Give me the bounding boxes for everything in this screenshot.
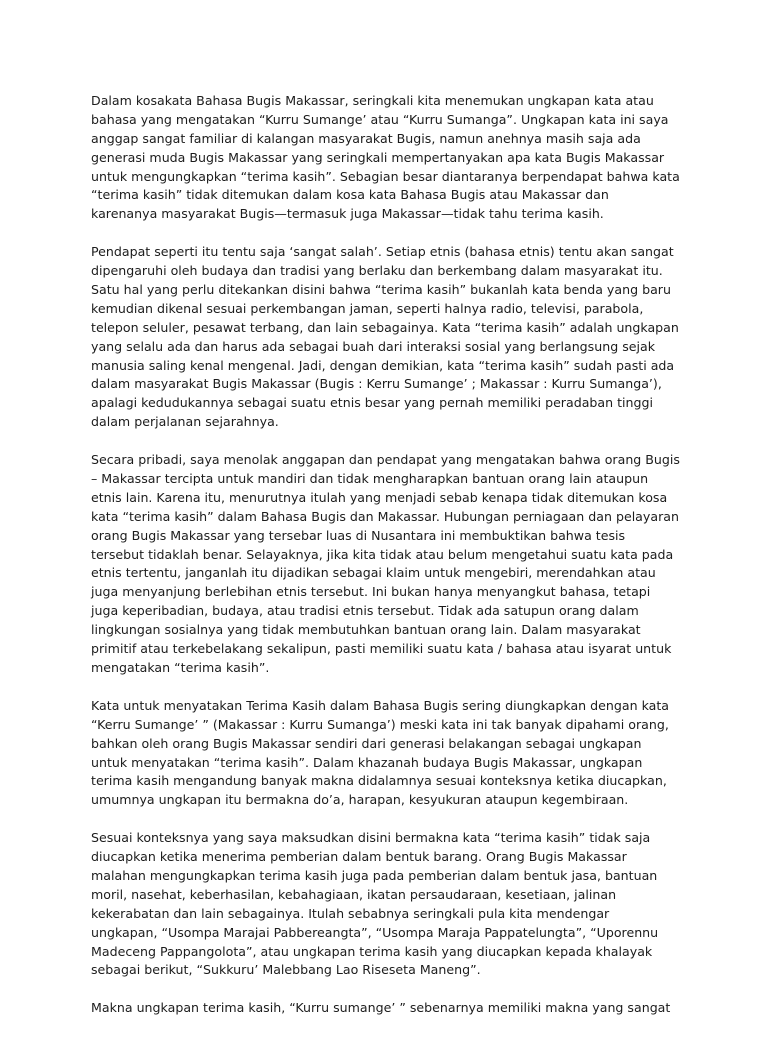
text-line: kemudian dikenal sesuai perkembangan jaman, seperti halnya radio, televisi, parabola, (91, 300, 644, 316)
text-line: primitif atau terkebelakang sekalipun, pasti memiliki suatu kata / bahasa atau isyarat untuk (91, 641, 672, 657)
paragraph-3 (91, 451, 691, 678)
text-line: lingkungan sosialnya yang tidak membutuhkan bantuan orang lain. Dalam masyarakat (91, 622, 641, 638)
text-line: Secara pribadi, saya menolak anggapan dan pendapat yang mengatakan bahwa orang Bugis (91, 452, 680, 468)
text-line: ungkapan, “Usompa Marajai Pabbereangta”, “Usompa Maraja Pappatelungta”, “Uporennu (91, 924, 659, 940)
text-line: Pendapat seperti itu tentu saja ‘sangat salah’. Setiap etnis (bahasa etnis) tentu akan sangat (91, 244, 674, 260)
text-line: apalagi kedudukannya sebagai suatu etnis besar yang pernah memiliki peradaban tinggi (91, 395, 654, 411)
text-line: Kata untuk menyatakan Terima Kasih dalam Bahasa Bugis sering diungkapkan dengan kata (91, 697, 670, 713)
text-line: manusia saling kenal mengenal. Jadi, dengan demikian, kata “terima kasih” sudah pasti ada (91, 357, 675, 373)
text-line: terima kasih mengandung banyak makna didalamnya sesuai konteksnya ketika diucapkan, (91, 773, 667, 789)
text-line: Makna ungkapan terima kasih, “Kurru sumange’ ” sebenarnya memiliki makna yang sangat (91, 1000, 671, 1016)
text-line: juga menyanjung berlebihan etnis tersebut. Ini bukan hanya menyangkut bahasa, tetapi (91, 584, 651, 600)
paragraph-6 (91, 999, 691, 1018)
text-line: kekerabatan dan lain sebagainya. Itulah sebabnya seringkali pula kita mendengar (91, 905, 610, 921)
paragraph-4 (91, 697, 691, 810)
text-line: dalam masyarakat Bugis Makassar (Bugis : Kerru Sumange’ ; Makassar : Kurru Sumanga’), (91, 376, 662, 392)
text-line: untuk mengungkapkan “terima kasih”. Sebagian besar diantaranya berpendapat bahwa kata (91, 168, 680, 184)
text-line: Satu hal yang perlu ditekankan disini bahwa “terima kasih” bukanlah kata benda yang baru (91, 282, 671, 298)
text-line: juga keperibadian, budaya, atau tradisi etnis tersebut. Tidak ada satupun orang dalam (91, 603, 639, 619)
text-line: moril, nasehat, keberhasilan, kebahagiaan, ikatan persaudaraan, kesetiaan, jalinan (91, 886, 617, 902)
text-line: malahan mengungkapkan terima kasih juga pada pemberian dalam bentuk jasa, bantuan (91, 867, 658, 883)
text-line: anggap sangat familiar di kalangan masyarakat Bugis, namun anehnya masih saja ada (91, 130, 641, 146)
text-line: “Kerru Sumange’ ” (Makassar : Kurru Sumanga’) meski kata ini tak banyak dipahami orang, (91, 716, 669, 732)
text-line: umumnya ungkapan itu bermakna do’a, harapan, kesyukuran ataupun kegembiraan. (91, 792, 629, 808)
text-line: generasi muda Bugis Makassar yang seringkali mempertanyakan apa kata Bugis Makassar (91, 149, 665, 165)
text-line: yang selalu ada dan harus ada sebagai buah dari interaksi sosial yang berlangsung sejak (91, 338, 656, 354)
text-line: dalam perjalanan sejarahnya. (91, 414, 279, 430)
text-line: kata “terima kasih” dalam Bahasa Bugis dan Makassar. Hubungan perniagaan dan pelayaran (91, 508, 679, 524)
text-line: diucapkan ketika menerima pemberian dalam bentuk barang. Orang Bugis Makassar (91, 849, 627, 865)
text-line: bahasa yang mengatakan “Kurru Sumange’ atau “Kurru Sumanga”. Ungkapan kata ini saya (91, 111, 669, 127)
text-line: Sesuai konteksnya yang saya maksudkan disini bermakna kata “terima kasih” tidak saja (91, 830, 651, 846)
text-line: sebagai berikut, “Sukkuru’ Malebbang Lao Riseseta Maneng”. (91, 962, 481, 978)
text-line: “terima kasih” tidak ditemukan dalam kosa kata Bahasa Bugis atau Makassar dan (91, 187, 609, 203)
text-line: tersebut tidaklah benar. Selayaknya, jika kita tidak atau belum mengetahui suatu kata pada (91, 546, 674, 562)
text-line: etnis tertentu, janganlah itu dijadikan sebagai klaim untuk mengebiri, merendahkan atau (91, 565, 656, 581)
text-line: mengatakan “terima kasih”. (91, 659, 270, 675)
document-body (91, 92, 691, 1037)
text-line: karenanya masyarakat Bugis—termasuk juga Makassar—tidak tahu terima kasih. (91, 206, 604, 222)
paragraph-1 (91, 92, 691, 224)
text-line: orang Bugis Makassar yang tersebar luas di Nusantara ini membuktikan bahwa tesis (91, 527, 626, 543)
text-line: untuk menyatakan “terima kasih”. Dalam khazanah budaya Bugis Makassar, ungkapan (91, 754, 643, 770)
text-line: Dalam kosakata Bahasa Bugis Makassar, seringkali kita menemukan ungkapan kata atau (91, 93, 654, 108)
paragraph-5 (91, 829, 691, 980)
paragraph-2 (91, 243, 691, 432)
text-line: – Makassar tercipta untuk mandiri dan tidak mengharapkan bantuan orang lain ataupun (91, 471, 649, 487)
text-line: telepon seluler, pesawat terbang, dan lain sebagainya. Kata “terima kasih” adalah ungkapan (91, 319, 679, 335)
text-line: dipengaruhi oleh budaya dan tradisi yang berlaku dan berkembang dalam masyarakat itu. (91, 263, 663, 279)
text-line: bahkan oleh orang Bugis Makassar sendiri dari generasi belakangan sebagai ungkapan (91, 735, 642, 751)
text-line: etnis lain. Karena itu, menurutnya itulah yang menjadi sebab kenapa tidak ditemukan kosa (91, 489, 668, 505)
text-line: Madeceng Pappangolota”, atau ungkapan terima kasih yang diucapkan kepada khalayak (91, 943, 653, 959)
